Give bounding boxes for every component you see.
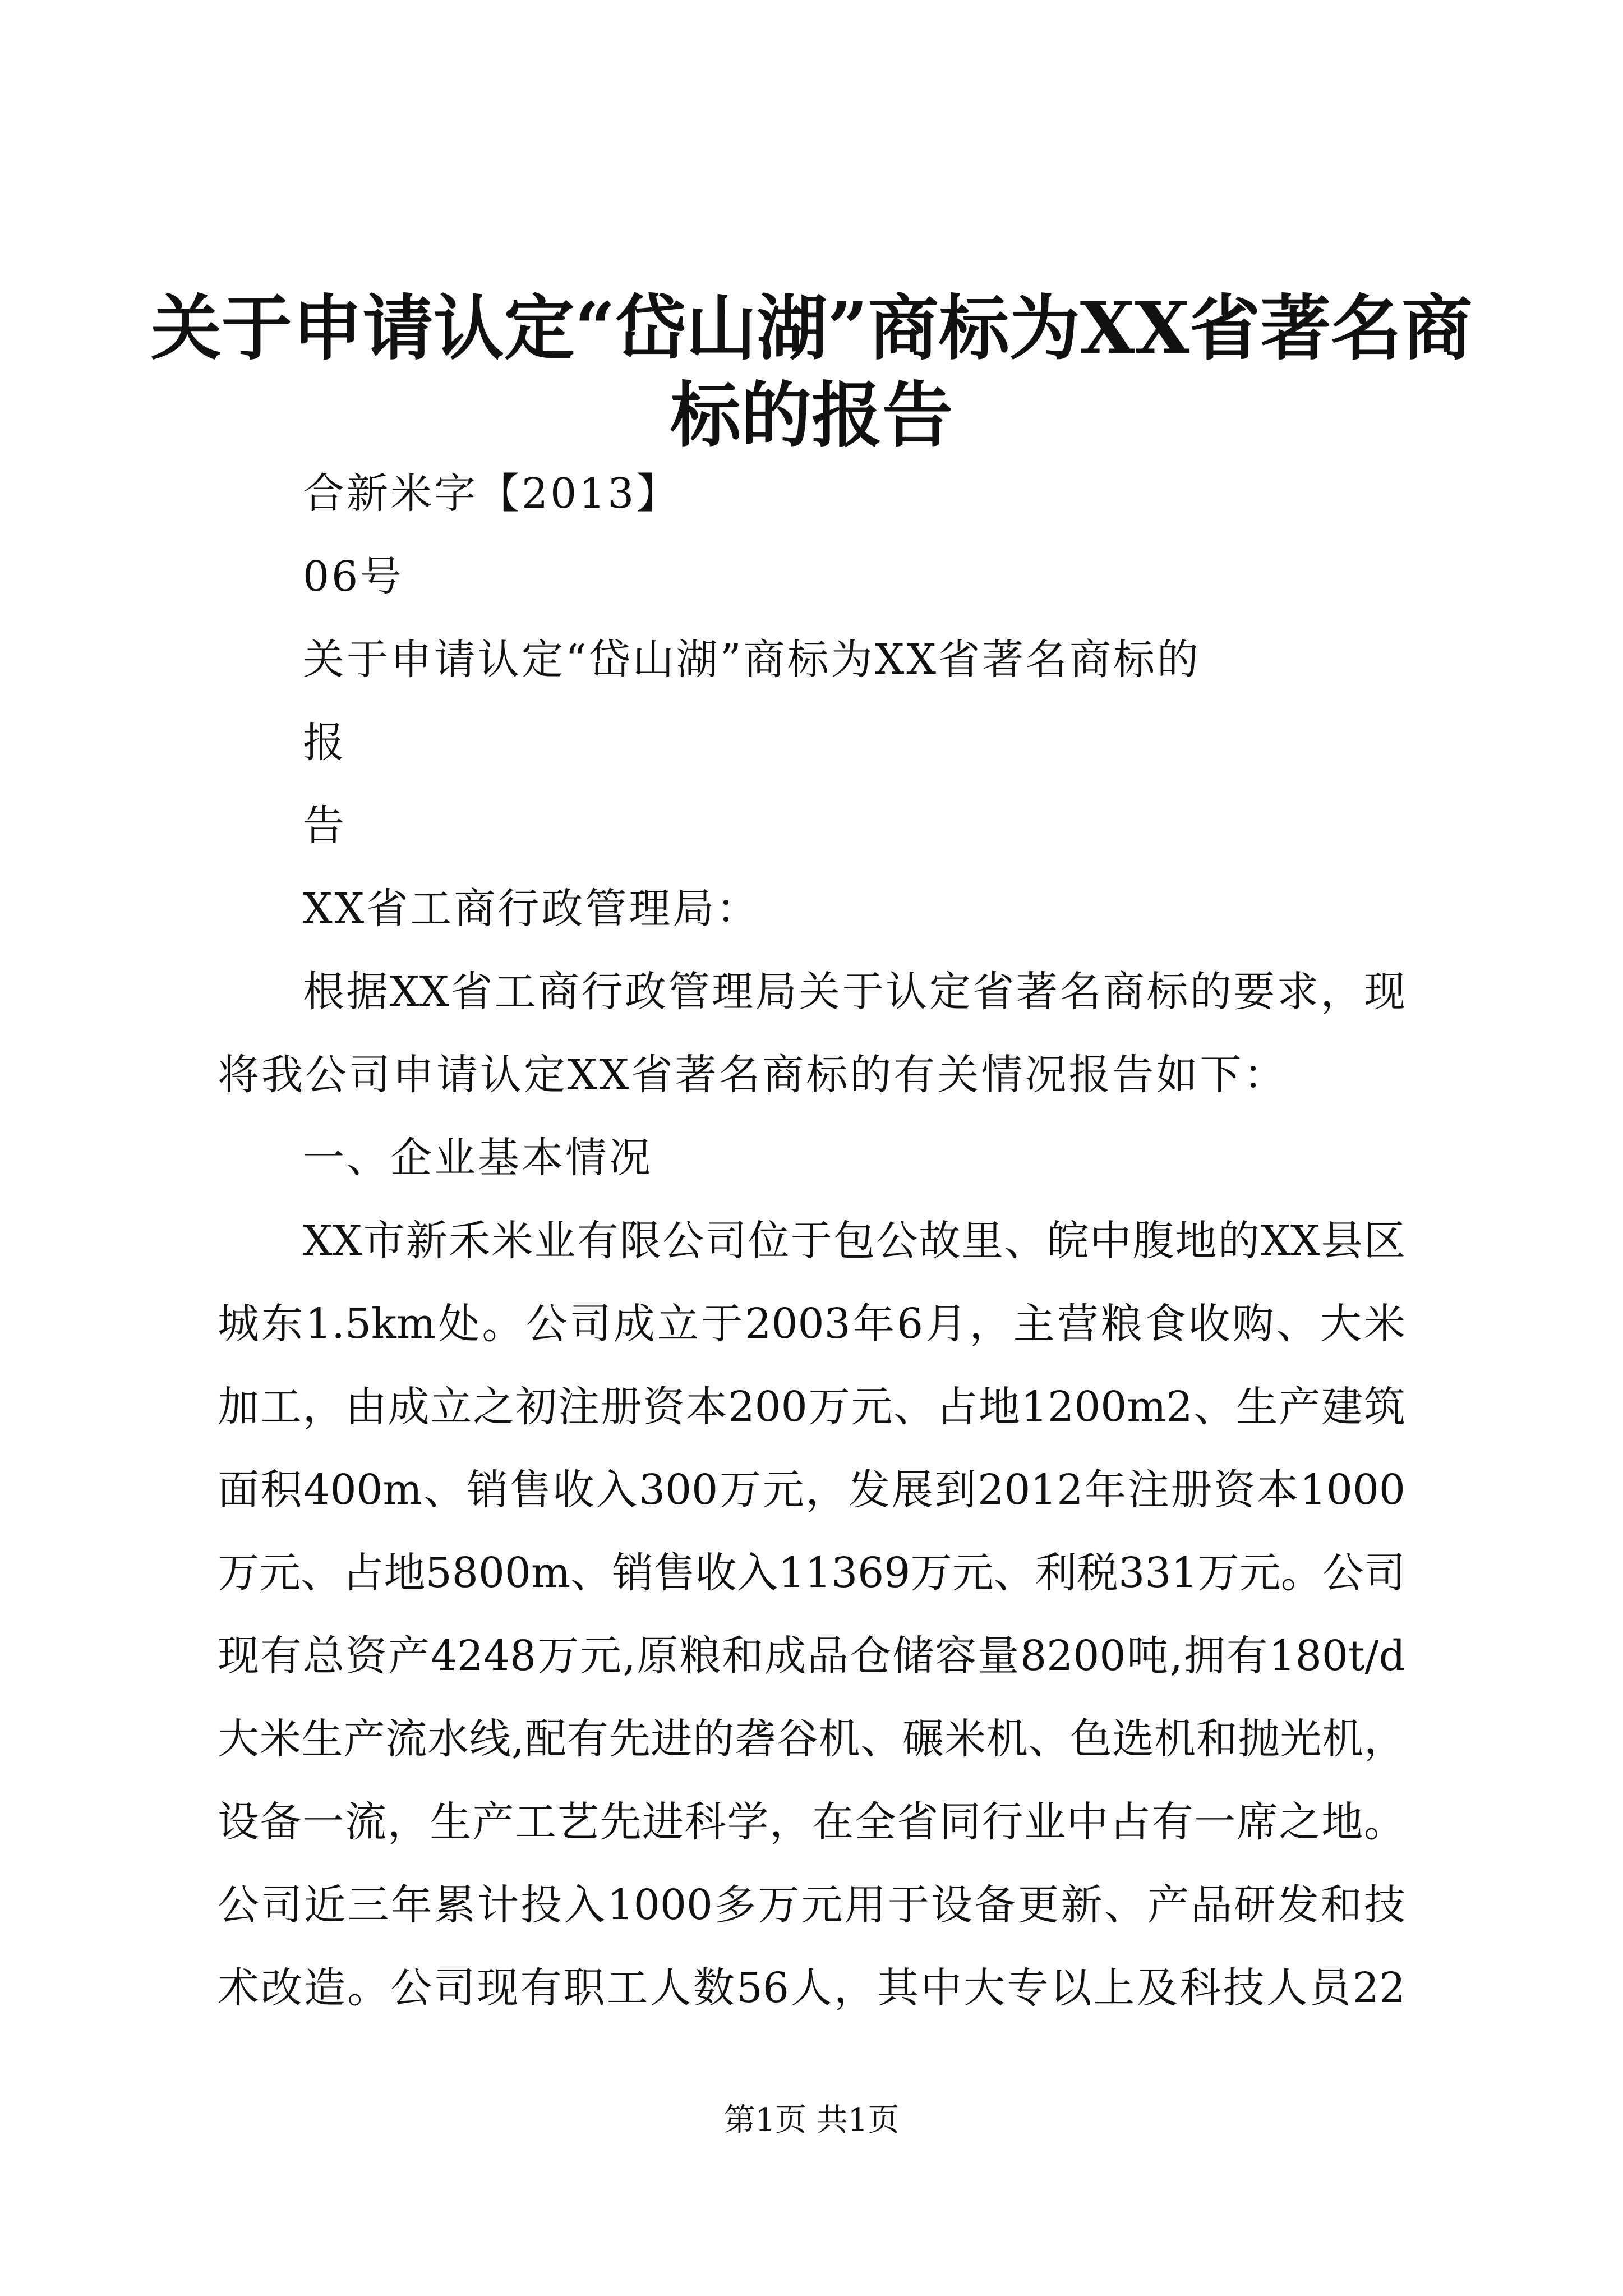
page-footer: 第1页 共1页 [723,2102,900,2138]
subject-line-bao: 报 [303,719,347,767]
body-paragraph-line: XX市新禾米业有限公司位于包公故里、皖中腹地的XX县区 [303,1217,1405,1265]
subject-line-gao: 告 [303,802,347,850]
recipient-line: XX省工商行政管理局： [303,885,760,933]
body-paragraph-line: 城东1.5km处。公司成立于2003年6月，主营粮食收购、大米 [218,1300,1405,1348]
body-paragraph-line: 现有总资产4248万元,原粮和成品仓储容量8200吨,拥有180t/d [218,1632,1405,1680]
body-paragraph-line: 根据XX省工商行政管理局关于认定省著名商标的要求，现 [303,968,1405,1016]
body-paragraph-line: 设备一流，生产工艺先进科学，在全省同行业中占有一席之地。 [218,1798,1405,1846]
body-paragraph-line: 大米生产流水线,配有先进的砻谷机、碾米机、色选机和抛光机， [218,1715,1405,1763]
body-paragraph-line: 将我公司申请认定XX省著名商标的有关情况报告如下： [218,1051,1288,1099]
body-paragraph-line: 术改造。公司现有职工人数56人，其中大专以上及科技人员22 [218,1964,1405,2012]
section-heading: 一、企业基本情况 [303,1134,653,1182]
document-title-line-2: 标的报告 [670,374,953,457]
body-paragraph-line: 公司近三年累计投入1000多万元用于设备更新、产品研发和技 [218,1881,1405,1929]
body-paragraph-line: 万元、占地5800m、销售收入11369万元、利税331万元。公司 [218,1549,1405,1597]
body-paragraph-line: 加工，由成立之初注册资本200万元、占地1200m2、生产建筑 [218,1383,1405,1431]
subject-line: 关于申请认定“岱山湖”商标为XX省著名商标的 [303,636,1201,684]
document-title-line-1: 关于申请认定“岱山湖”商标为XX省著名商 [150,287,1473,370]
body-paragraph-line: 面积400m、销售收入300万元，发展到2012年注册资本1000 [218,1466,1405,1514]
document-number-suffix: 06号 [303,553,404,601]
document-number-line: 合新米字【2013】 [303,470,680,518]
